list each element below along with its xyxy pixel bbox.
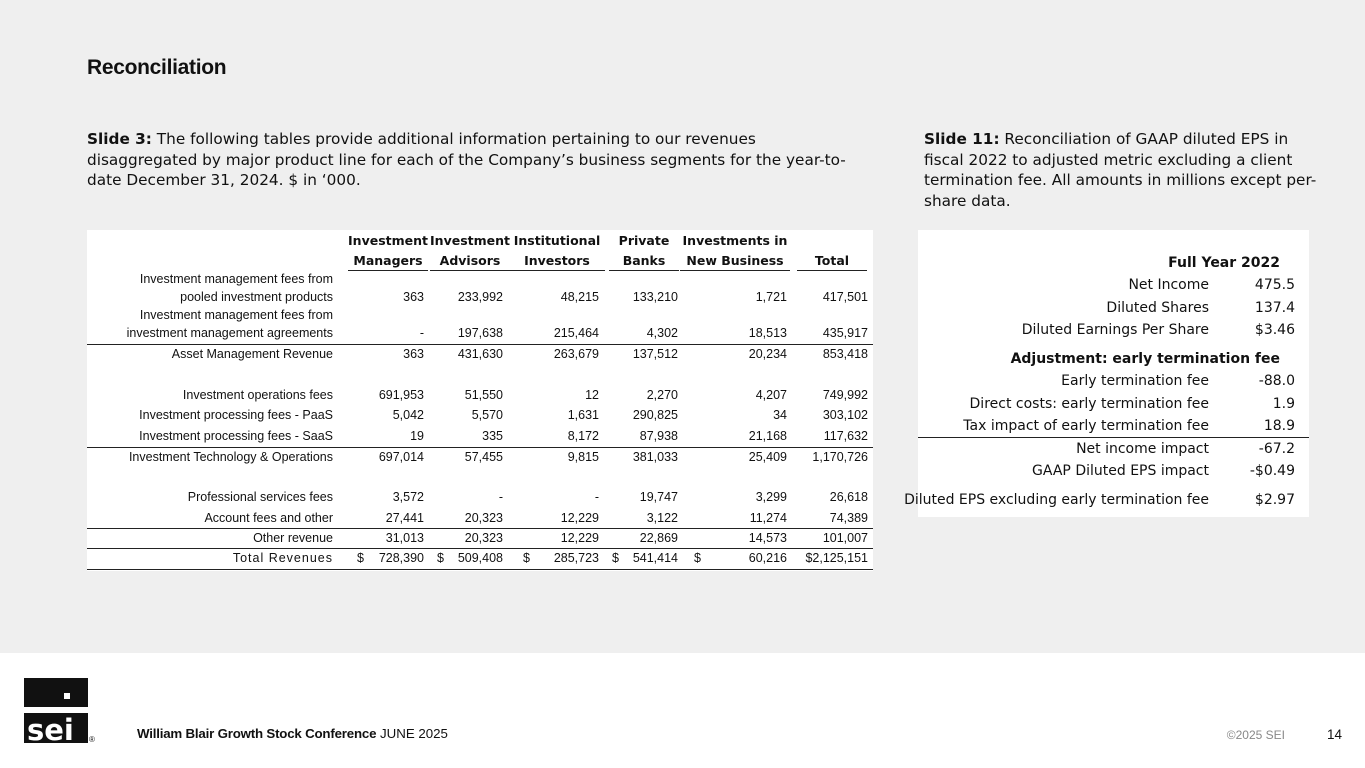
cell-value: 363 [403,347,424,361]
cell-value: 51,550 [464,388,503,402]
cell-value: 4,207 [755,388,787,402]
adjustment-label: Tax impact of early termination fee [963,418,1209,434]
column-header [430,231,510,271]
cell-value: - [594,490,599,504]
cell-value: 3,122 [646,511,678,525]
cell-value: 1,721 [755,290,787,304]
cell-value: 509,408 [457,551,503,565]
column-header [510,231,605,271]
currency-symbol: $ [694,551,701,565]
table-rule [87,447,873,448]
slide11-label: Slide 11: [924,130,1000,148]
cell-value: 3,572 [392,490,424,504]
adjustment-value: 18.9 [1263,418,1295,434]
copyright: ©2025 SEI [1226,728,1285,742]
header-underline [348,270,428,271]
cell-value: 87,938 [639,429,678,443]
row-label: Investment operations fees [182,388,333,402]
registered-mark: ® [89,735,95,744]
currency-symbol: $ [437,551,444,565]
cell-value: 697,014 [378,450,424,464]
slide3-description [87,129,847,191]
logo-text: sei [27,713,74,743]
cell-value: 101,007 [822,531,868,545]
final-eps-label: Diluted EPS excluding early termination fee [904,492,1209,508]
cell-value: 285,723 [553,551,599,565]
cell-value: 541,414 [632,551,678,565]
conference-name [137,726,448,741]
column-header [348,231,428,271]
row-label: Professional services fees [187,490,333,504]
eps-row-label: Net Income [1128,277,1209,293]
row-label: investment management agreements [126,326,333,340]
page-title: Reconciliation [87,56,227,79]
row-label: Investment management fees from [139,308,333,322]
column-header-line: Total [814,253,850,268]
cell-value: 417,501 [822,290,868,304]
row-label: Account fees and other [204,511,333,525]
eps-divider [918,437,1309,438]
cell-value: 133,210 [632,290,678,304]
cell-value: 48,215 [560,290,599,304]
column-header [609,231,679,271]
cell-value: 1,631 [567,408,599,422]
cell-value: 117,632 [823,429,868,443]
cell-value: 335 [482,429,503,443]
cell-value: 728,390 [378,551,424,565]
adjustment-label: Direct costs: early termination fee [969,396,1209,412]
column-header-line: Banks [622,253,666,268]
cell-value: - [419,326,424,340]
adjustment-label: Early termination fee [1061,373,1209,389]
table-rule [87,528,873,529]
cell-value: 431,630 [457,347,503,361]
table-rule [87,548,873,549]
cell-value: 60,216 [748,551,787,565]
cell-value: 18,513 [748,326,787,340]
eps-row-value: 475.5 [1254,277,1295,293]
cell-value: 12 [585,388,599,402]
slide11-description [924,129,1319,211]
cell-value: 2,270 [646,388,678,402]
row-label: Asset Management Revenue [171,347,333,361]
currency-symbol: $ [523,551,530,565]
row-label: Investment Technology & Operations [128,450,333,464]
cell-value: 5,570 [471,408,503,422]
row-label: Investment processing fees - PaaS [139,408,333,422]
cell-value: 5,042 [392,408,424,422]
row-label: pooled investment products [180,290,333,304]
cell-value: 12,229 [560,511,599,525]
cell-value: 20,323 [464,511,503,525]
cell-value: 74,389 [829,511,868,525]
slide11-text: Reconciliation of GAAP diluted EPS in fiscal 2022 to adjusted metric excluding a client termination fee. All amounts in millions except per-share data. [924,130,1317,210]
cell-value: 57,455 [464,450,503,464]
slide3-label: Slide 3: [87,130,152,148]
cell-value: 11,274 [749,511,787,525]
table-rule [87,569,873,570]
row-label: Investment management fees from [139,272,333,286]
cell-value: 20,234 [748,347,787,361]
cell-value: 303,102 [822,408,868,422]
impact-label: GAAP Diluted EPS impact [1032,463,1209,479]
cell-value: 8,172 [567,429,599,443]
cell-value: $2,125,151 [805,551,868,565]
adjustment-value: -88.0 [1258,373,1295,389]
cell-value: 749,992 [822,388,868,402]
eps-reconciliation-table [904,230,1309,517]
final-eps-value: $2.97 [1254,492,1295,508]
eps-row-value: $3.46 [1254,322,1295,338]
cell-value: 363 [403,290,424,304]
column-header-line: Institutional [513,233,601,248]
column-header-line: Investment [348,233,428,248]
cell-value: 435,917 [822,326,868,340]
cell-value: 9,815 [567,450,599,464]
conference-title: William Blair Growth Stock Conference [137,726,377,741]
page-number: 14 [1326,727,1342,742]
currency-symbol: $ [612,551,619,565]
cell-value: 19,747 [639,490,678,504]
cell-value: - [498,490,503,504]
column-header-line: Managers [353,253,423,268]
cell-value: 853,418 [822,347,868,361]
cell-value: 12,229 [560,531,599,545]
cell-value: 14,573 [748,531,787,545]
column-header-line: New Business [686,253,784,268]
row-label: Total Revenues [232,551,333,565]
cell-value: 26,618 [829,490,868,504]
cell-value: 25,409 [748,450,787,464]
sei-logo [24,678,88,743]
header-underline [430,270,510,271]
eps-row-label: Diluted Shares [1106,300,1209,316]
currency-symbol: $ [357,551,364,565]
cell-value: 197,638 [457,326,503,340]
cell-value: 3,299 [755,490,787,504]
footer [0,653,1365,768]
row-label: Other revenue [253,531,333,545]
adjustment-value: 1.9 [1272,396,1295,412]
table-rule [87,344,873,345]
column-header [680,231,790,271]
cell-value: 27,441 [385,511,424,525]
cell-value: 215,464 [553,326,599,340]
header-underline [609,270,679,271]
impact-value: -$0.49 [1249,463,1295,479]
header-underline [680,270,790,271]
cell-value: 20,323 [464,531,503,545]
eps-header: Full Year 2022 [1168,255,1280,271]
column-header-line: Investors [524,253,590,268]
column-header-line: Investments in [682,233,788,248]
column-header-line: Private [618,233,670,248]
cell-value: 381,033 [632,450,678,464]
cell-value: 290,825 [632,408,678,422]
cell-value: 233,992 [457,290,503,304]
cell-value: 19 [410,429,424,443]
cell-value: 691,953 [378,388,424,402]
eps-row-label: Diluted Earnings Per Share [1021,322,1209,338]
impact-value: -67.2 [1258,441,1295,457]
slide3-text: The following tables provide additional information pertaining to our revenues disaggregated by major product line for each of the Company’s business segments for the year-to-date December 31, 2024. $ in ‘000. [87,130,846,189]
column-header-line: Advisors [439,253,501,268]
column-header-line [797,231,867,251]
revenue-table [87,230,873,571]
cell-value: 34 [773,408,787,422]
row-label: Investment processing fees - SaaS [139,429,333,443]
header-underline [797,270,867,271]
header-underline [510,270,605,271]
eps-row-value: 137.4 [1254,300,1295,316]
cell-value: 31,013 [385,531,424,545]
cell-value: 263,679 [553,347,599,361]
conference-date: JUNE 2025 [376,726,448,741]
cell-value: 22,869 [639,531,678,545]
cell-value: 1,170,726 [812,450,868,464]
column-header-line: Investment [430,233,510,248]
adjustment-header: Adjustment: early termination fee [1010,351,1280,367]
cell-value: 21,168 [748,429,787,443]
impact-label: Net income impact [1076,441,1209,457]
column-header [797,231,867,271]
cell-value: 137,512 [632,347,678,361]
cell-value: 4,302 [646,326,678,340]
